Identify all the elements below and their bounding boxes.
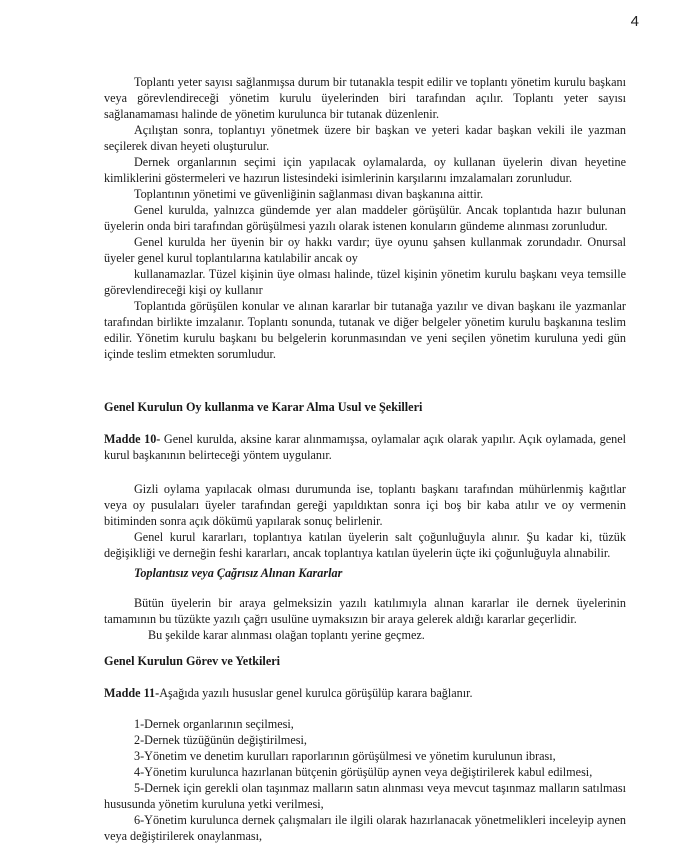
section-heading-voting: Genel Kurulun Oy kullanma ve Karar Alma Usul ve Şekilleri — [104, 400, 423, 414]
section-decisions-without-meeting — [104, 595, 626, 643]
paragraph: Toplantı yeter sayısı sağlanmışsa durum bir tutanakla tespit edilir ve toplantı yönetim kurulu başkanı veya görevlendireceği yönetim kurulu üyelerinden biri tarafından açılır. Toplantı yeter sayısı sağlanamaması halinde de yönetim kurulunca bir tutanak düzenlenir. — [104, 75, 626, 121]
article-11 — [104, 685, 626, 701]
list-item: 5-Dernek için gerekli olan taşınmaz malların satın alınması veya mevcut taşınmaz malların satılması hususunda yönetim kuruluna yetki verilmesi, — [104, 781, 626, 811]
paragraph: Açılıştan sonra, toplantıyı yönetmek üzere bir başkan ve yeteri kadar başkan vekili ile yazman seçilerek divan heyeti oluşturulur. — [104, 123, 626, 153]
paragraph: Genel kurulda her üyenin bir oy hakkı vardır; üye oyunu şahsen kullanmak zorundadır. Onursal üyeler genel kurul toplantılarına katılabilir ancak oy — [104, 235, 626, 265]
subheading-decisions-without-meeting: Toplantısız veya Çağrısız Alınan Kararlar — [134, 566, 343, 580]
paragraph: Bütün üyelerin bir araya gelmeksizin yazılı katılımıyla alınan kararlar ile dernek üyelerinin tamamının bu tüzükte yazılı çağrı usulüne uymaksızın bir araya gelerek aldığı kararlar geçerlidir. — [104, 596, 626, 626]
paragraph: Dernek organlarının seçimi için yapılacak oylamalarda, oy kullanan üyelerin divan heyetine kimliklerini göstermeleri ve hazırun listesindeki isimlerinin karşılarını imzalamaları zorunludur. — [104, 155, 626, 185]
article-10-label: Madde 10- — [104, 432, 161, 446]
section-meeting-procedure — [104, 74, 626, 362]
article-11-label: Madde 11- — [104, 686, 160, 700]
article-10 — [104, 431, 626, 463]
paragraph: Gizli oylama yapılacak olması durumunda ise, toplantı başkanı tarafından mühürlenmiş kağıtlar veya oy pusulaları üyeler tarafından gereği yapıldıktan sonra içi boş bir kaba atılır ve oy vermenin bitiminden sonra açık dökümü yapılarak sonuç belirlenir. — [104, 482, 626, 528]
section-voting-details — [104, 481, 626, 561]
page-number: 4 — [630, 13, 639, 30]
list-item: 6-Yönetim kurulunca dernek çalışmaları ile ilgili olarak hazırlanacak yönetmelikleri inceleyip aynen veya değiştirilerek onaylanması, — [104, 813, 626, 843]
paragraph: Genel kurul kararları, toplantıya katılan üyelerin salt çoğunluğuyla alınır. Şu kadar ki, tüzük değişikliği ve derneğin feshi kararları, ancak toplantıya katılan üyelerin üçte iki çoğunluğuyla alınabilir. — [104, 530, 626, 560]
paragraph: Genel kurulda, yalnızca gündemde yer alan maddeler görüşülür. Ancak toplantıda hazır bulunan üyelerin onda biri tarafından görüşülmesi yazılı olarak istenen konuların gündeme alınması zorunludur. — [104, 203, 626, 233]
paragraph: Bu şekilde karar alınması olağan toplantı yerine geçmez. — [148, 628, 425, 642]
duties-list — [104, 716, 626, 844]
list-item: 1-Dernek organlarının seçilmesi, — [134, 717, 294, 731]
paragraph: Toplantıda görüşülen konular ve alınan kararlar bir tutanağa yazılır ve divan başkanı ile yazmanlar tarafından birlikte imzalanır. Toplantı sonunda, tutanak ve diğer belgeler yönetim kurulu başkanına teslim edilir. Yönetim kurulu başkanı bu belgelerin korunmasından ve yeni seçilen yönetim kuruluna yedi gün içinde teslim etmekten sorumludur. — [104, 299, 626, 361]
section-heading-duties: Genel Kurulun Görev ve Yetkileri — [104, 654, 281, 668]
article-11-paragraph — [104, 685, 626, 701]
article-10-paragraph — [104, 431, 626, 463]
paragraph: kullanamazlar. Tüzel kişinin üye olması halinde, tüzel kişinin yönetim kurulu başkanı veya temsille görevlendireceği kişi oy kullanır — [104, 267, 626, 297]
paragraph: Toplantının yönetimi ve güvenliğinin sağlanması divan başkanına aittir. — [134, 187, 484, 201]
article-11-text: Aşağıda yazılı hususlar genel kurulca görüşülüp karara bağlanır. — [159, 686, 473, 700]
list-item: 4-Yönetim kurulunca hazırlanan bütçenin görüşülüp aynen veya değiştirilerek kabul edilmesi, — [134, 765, 593, 779]
list-item: 2-Dernek tüzüğünün değiştirilmesi, — [134, 733, 307, 747]
article-10-text: Genel kurulda, aksine karar alınmamışsa, oylamalar açık olarak yapılır. Açık oylamada, genel kurul başkanının belirteceği yöntem uygulanır. — [104, 432, 627, 462]
list-item: 3-Yönetim ve denetim kurulları raporlarının görüşülmesi ve yönetim kurulunun ibrası, — [134, 749, 556, 763]
